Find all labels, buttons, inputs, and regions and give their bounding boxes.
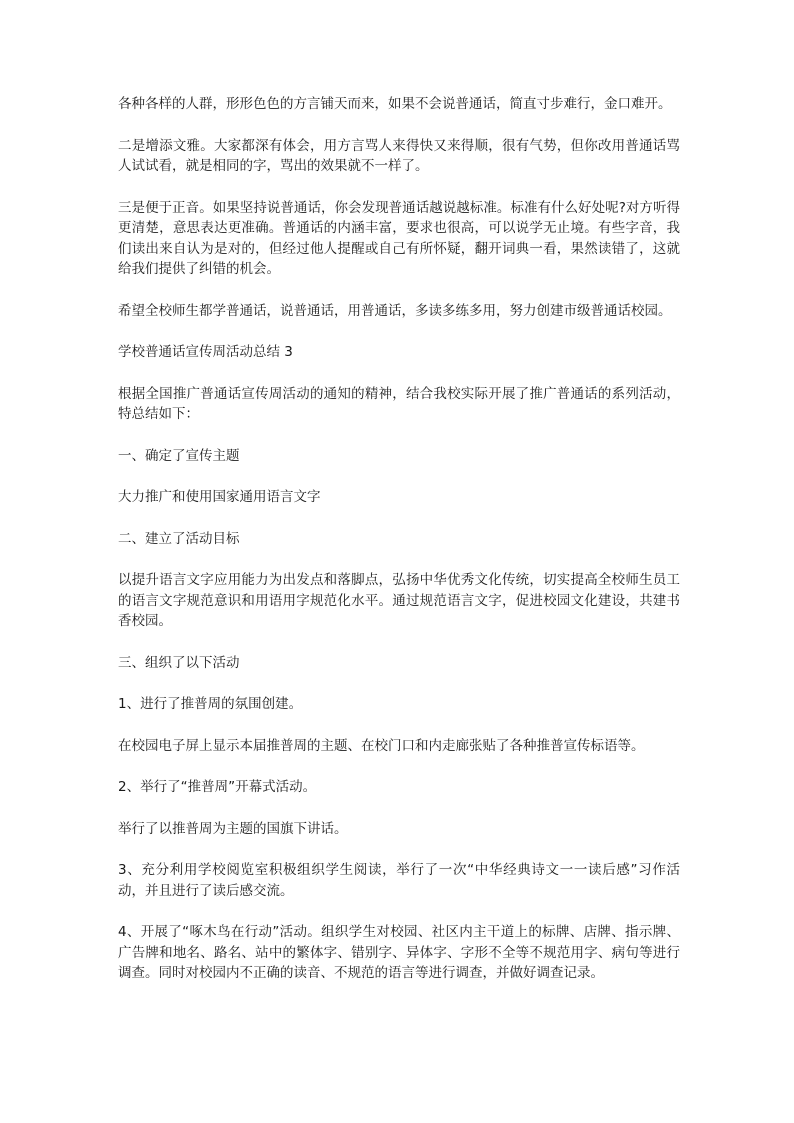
- paragraph-intro: 根据全国推广普通话宣传周活动的通知的精神，结合我校实际开展了推广普通话的系列活动，特总结如下：: [118, 385, 680, 422]
- activity-2-text: 举行了以推普周为主题的国旗下讲话。: [118, 820, 348, 837]
- goal-text: 以提升语言文字应用能力为出发点和落脚点，弘扬中华优秀文化传统，切实提高全校师生员工的语言文字规范意识和用语用字规范化水平。通过规范语言文字，促进校园文化建设，共建书香校园。: [118, 572, 680, 629]
- paragraph-1: 各种各样的人群，形形色色的方言铺天而来，如果不会说普通话，简直寸步难行，金口难开。: [118, 96, 672, 112]
- paragraph-2: 二是增添文雅。大家都深有体会，用方言骂人来得快又来得顺，很有气势，但你改用普通话骂人试试看，就是相同的字，骂出的效果就不一样了。: [118, 137, 680, 174]
- heading-activities: 三、组织了以下活动: [118, 654, 240, 671]
- activity-4: 4、开展了“啄木鸟在行动”活动。组织学生对校园、社区内主干道上的标牌、店牌、指示牌、广告牌和地名、路名、站中的繁体字、错别字、异体字、字形不全等不规范用字、病句等进行调查。同时对校园内不正确的读音、不规范的语言等进行调查，并做好调查记录。: [118, 924, 680, 981]
- activity-1-title: 1、进行了推普周的氛围创建。: [118, 696, 303, 712]
- heading-theme: 一、确定了宣传主题: [118, 447, 240, 464]
- heading-goal: 二、建立了活动目标: [118, 530, 240, 547]
- activity-1-text: 在校园电子屏上显示本届推普周的主题、在校门口和内走廊张贴了各种推普宣传标语等。: [118, 737, 645, 754]
- paragraph-3: 三是便于正音。如果坚持说普通话，你会发现普通话越说越标准。标准有什么好处呢?对方听得更清楚，意思表达更准确。普通话的内涵丰富，要求也很高，可以说学无止境。有些字音，我们读出来自认为是对的，但经过他人提醒或自己有所怀疑，翻开词典一看，果然读错了，这就给我们提供了纠错的机会。: [118, 199, 680, 277]
- activity-3: 3、充分利用学校阅览室积极组织学生阅读，举行了一次“中华经典诗文一一读后感”习作活动，并且进行了读后感交流。: [118, 862, 680, 899]
- paragraph-4: 希望全校师生都学普通话，说普通话，用普通话，多读多练多用，努力创建市级普通话校园。: [118, 302, 672, 319]
- section-title: 学校普通话宣传周活动总结 3: [118, 344, 293, 360]
- theme-text: 大力推广和使用国家通用语言文字: [118, 489, 321, 505]
- document-page: [118, 94, 680, 1005]
- activity-2-title: 2、举行了“推普周”开幕式活动。: [118, 779, 317, 795]
